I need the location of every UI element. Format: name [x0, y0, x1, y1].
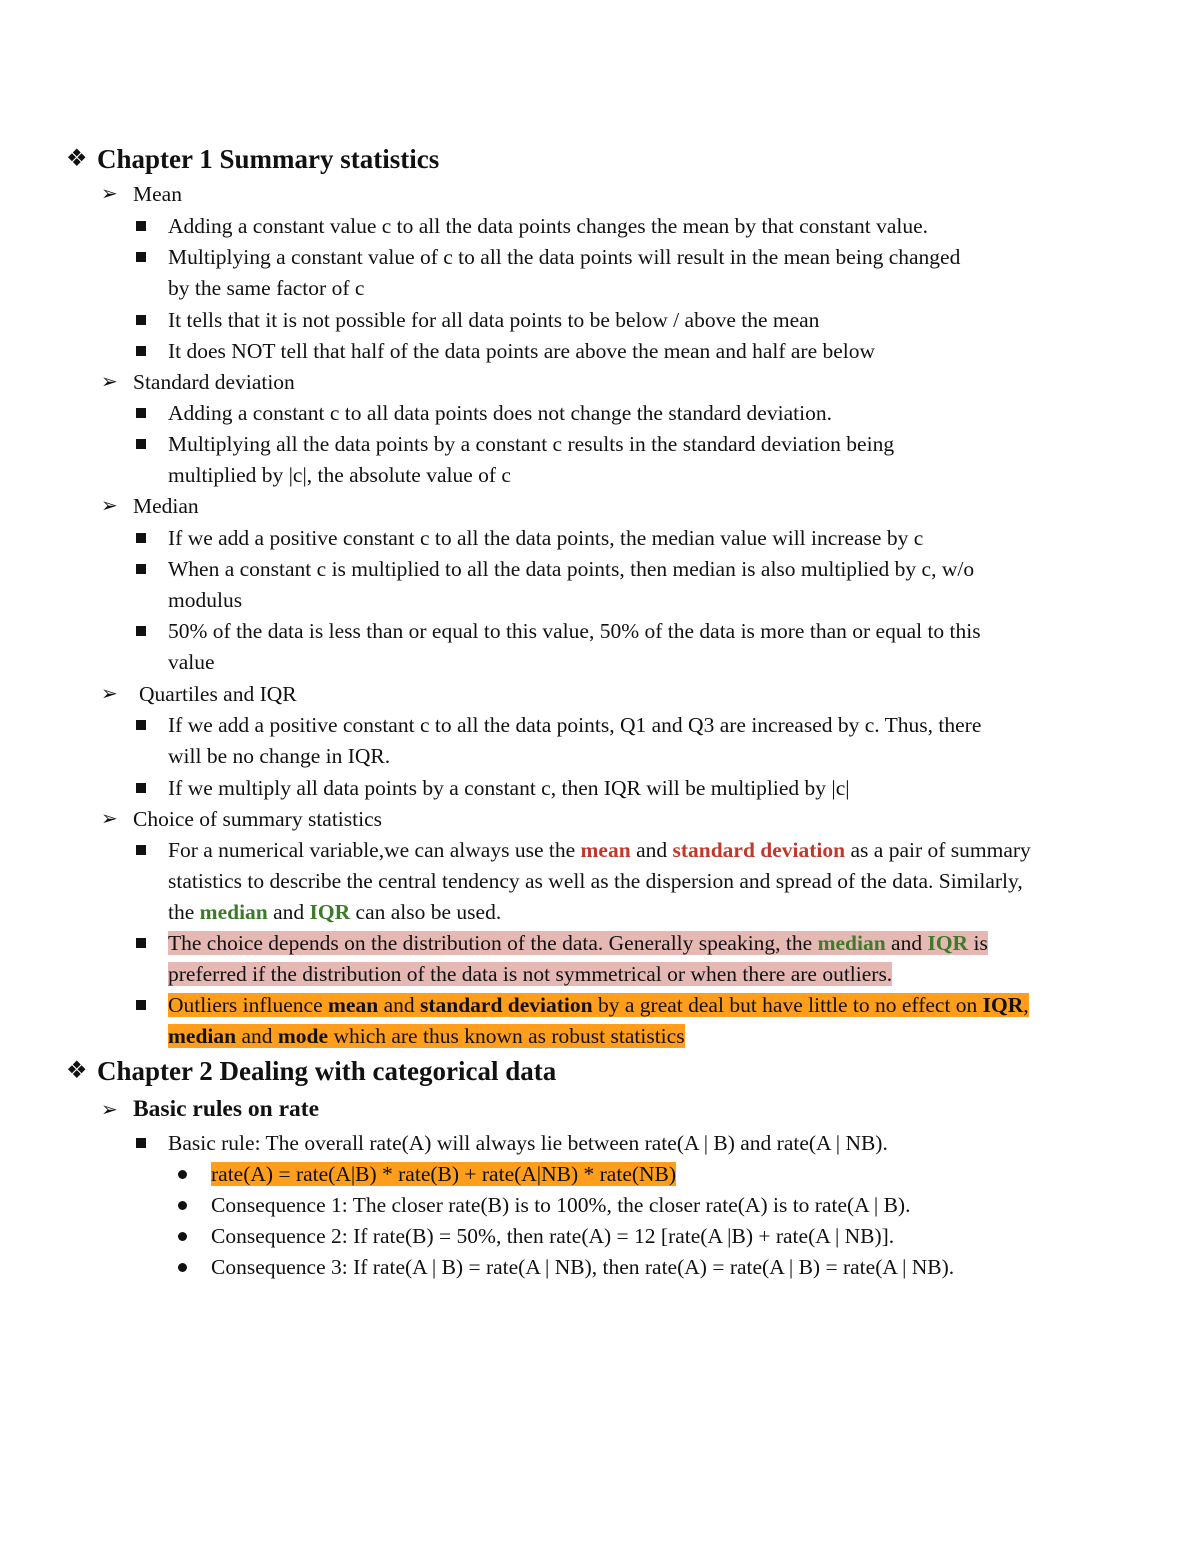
- rate-formula: rate(A) = rate(A|B) * rate(B) + rate(A|NB) * rate(NB): [211, 1162, 677, 1186]
- mean-bullet-2-line-1: Multiplying a constant value of c to all the data points will result in the mean being changed: [168, 245, 961, 269]
- chapter-1-heading: Chapter 1 Summary statistics: [97, 144, 440, 174]
- choice-bullet-2-line-2: preferred if the distribution of the data is not symmetrical or when there are outliers.: [168, 962, 893, 986]
- sd-bullet-1: Adding a constant c to all data points does not change the standard deviation.: [168, 401, 832, 425]
- choice-bullet-3-line-1: Outliers influence mean and standard deviation by a great deal but have little to no effect on IQR,: [168, 993, 1029, 1017]
- chapter-2-heading: Chapter 2 Dealing with categorical data: [97, 1056, 557, 1086]
- term-median: median: [817, 931, 886, 955]
- arrowhead-icon: ➢: [101, 183, 118, 205]
- sd-bullet-2-line-2: multiplied by |c|, the absolute value of c: [168, 463, 511, 487]
- consequence-2: Consequence 2: If rate(B) = 50%, then rate(A) = 12 [rate(A |B) + rate(A | NB)].: [211, 1224, 895, 1248]
- square-bullet-icon: [136, 845, 146, 855]
- choice-bullet-2-line-1: The choice depends on the distribution of the data. Generally speaking, the median and IQR is: [168, 931, 988, 955]
- mean-bullet-3: It tells that it is not possible for all data points to be below / above the mean: [168, 308, 820, 332]
- term-median: median: [199, 900, 268, 924]
- median-bullet-3-line-1: 50% of the data is less than or equal to this value, 50% of the data is more than or equal to this: [168, 619, 981, 643]
- choice-bullet-1-line-1: For a numerical variable,we can always use the mean and standard deviation as a pair of summary: [168, 838, 1031, 862]
- median-label: Median: [133, 494, 199, 518]
- square-bullet-icon: [136, 626, 146, 636]
- square-bullet-icon: [136, 938, 146, 948]
- arrowhead-icon: ➢: [101, 371, 118, 393]
- square-bullet-icon: [136, 439, 146, 449]
- square-bullet-icon: [136, 221, 146, 231]
- square-bullet-icon: [136, 1000, 146, 1010]
- round-bullet-icon: [178, 1170, 187, 1179]
- term-standard-deviation: standard deviation: [672, 838, 846, 862]
- arrowhead-icon: ➢: [101, 1099, 118, 1121]
- consequence-1: Consequence 1: The closer rate(B) is to 100%, the closer rate(A) is to rate(A | B).: [211, 1193, 911, 1217]
- arrowhead-icon: ➢: [101, 495, 118, 517]
- square-bullet-icon: [136, 315, 146, 325]
- term-iqr: IQR: [309, 900, 351, 924]
- choice-bullet-3-line-2: median and mode which are thus known as robust statistics: [168, 1024, 685, 1048]
- square-bullet-icon: [136, 533, 146, 543]
- median-bullet-1: If we add a positive constant c to all the data points, the median value will increase by c: [168, 526, 924, 550]
- mean-bullet-4: It does NOT tell that half of the data points are above the mean and half are below: [168, 339, 876, 363]
- arrowhead-icon: ➢: [101, 683, 118, 705]
- round-bullet-icon: [178, 1263, 187, 1272]
- round-bullet-icon: [178, 1232, 187, 1241]
- choice-bullet-1-line-3: the median and IQR can also be used.: [168, 900, 502, 924]
- round-bullet-icon: [178, 1201, 187, 1210]
- choice-label: Choice of summary statistics: [133, 807, 383, 831]
- square-bullet-icon: [136, 564, 146, 574]
- square-bullet-icon: [136, 783, 146, 793]
- square-bullet-icon: [136, 252, 146, 262]
- choice-bullet-1-line-2: statistics to describe the central tendency as well as the dispersion and spread of the data. Similarly,: [168, 869, 1023, 893]
- quartiles-bullet-2: If we multiply all data points by a constant c, then IQR will be multiplied by |c|: [168, 776, 850, 800]
- median-bullet-3-line-2: value: [168, 650, 215, 674]
- term-mean: mean: [580, 838, 631, 862]
- term-iqr: IQR: [927, 931, 969, 955]
- diamond-cross-icon: ❖: [66, 1058, 88, 1084]
- basic-rule: Basic rule: The overall rate(A) will always lie between rate(A | B) and rate(A | NB).: [168, 1131, 888, 1155]
- square-bullet-icon: [136, 408, 146, 418]
- mean-label: Mean: [133, 182, 182, 206]
- quartiles-label: Quartiles and IQR: [139, 682, 297, 706]
- quartiles-bullet-1-line-1: If we add a positive constant c to all the data points, Q1 and Q3 are increased by c. Thus, there: [168, 713, 982, 737]
- median-bullet-2-line-1: When a constant c is multiplied to all the data points, then median is also multiplied by c, w/o: [168, 557, 975, 581]
- mean-bullet-1: Adding a constant value c to all the data points changes the mean by that constant value.: [168, 214, 929, 238]
- sd-bullet-2-line-1: Multiplying all the data points by a constant c results in the standard deviation being: [168, 432, 895, 456]
- quartiles-bullet-1-line-2: will be no change in IQR.: [168, 744, 391, 768]
- arrowhead-icon: ➢: [101, 808, 118, 830]
- mean-bullet-2-line-2: by the same factor of c: [168, 276, 365, 300]
- consequence-3: Consequence 3: If rate(A | B) = rate(A | NB), then rate(A) = rate(A | B) = rate(A | NB).: [211, 1255, 955, 1279]
- square-bullet-icon: [136, 1138, 146, 1148]
- square-bullet-icon: [136, 720, 146, 730]
- median-bullet-2-line-2: modulus: [168, 588, 243, 612]
- sd-label: Standard deviation: [133, 370, 295, 394]
- diamond-cross-icon: ❖: [66, 146, 88, 172]
- square-bullet-icon: [136, 346, 146, 356]
- basic-rules-heading: Basic rules on rate: [133, 1096, 320, 1122]
